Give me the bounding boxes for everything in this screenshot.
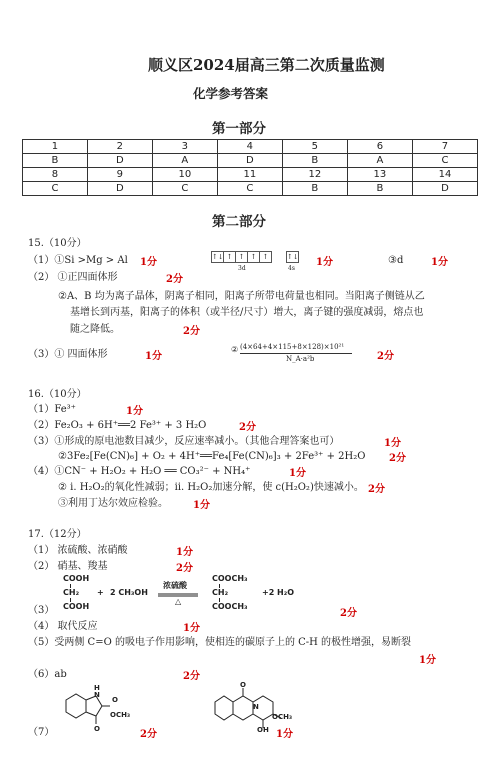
q16-4-answer-b: ② ⅰ. H₂O₂的氧化性减弱；ⅱ. H₂O₂加速分解，使 c(H₂O₂)快速减小。 — [58, 482, 364, 493]
table-cell: C — [152, 182, 217, 196]
table-cell: 5 — [282, 140, 347, 154]
table-cell: 3 — [152, 140, 217, 154]
orbital-box: ↑↓ — [287, 253, 299, 261]
orbital-box: ↑↓ — [212, 253, 224, 261]
structure-drawing-2 — [209, 684, 287, 734]
score-mark: 2分 — [239, 422, 256, 433]
table-cell: D — [217, 154, 282, 168]
table-cell: 7 — [412, 140, 477, 154]
score-mark: 2分 — [140, 729, 157, 740]
table-cell: D — [412, 182, 477, 196]
q17-5-answer: （5）受两侧 C=O 的吸电子作用影响，使相连的碳原子上的 C-H 的极性增强，易断裂 — [28, 637, 412, 648]
table-cell: 13 — [347, 168, 412, 182]
score-mark: 2分 — [176, 563, 193, 574]
reactant-cooh-top: COOH — [63, 574, 90, 583]
q17-6-answer: （6）ab — [28, 669, 67, 680]
score-mark: 1分 — [176, 547, 193, 558]
q17-3-label: （3） — [28, 605, 55, 616]
table-cell: 9 — [87, 168, 152, 182]
score-mark: 1分 — [183, 623, 200, 634]
reaction-condition: 浓硫酸 — [163, 581, 187, 590]
atom-label: O — [240, 681, 246, 689]
q16-4-answer-a: （4）①CN⁻ + H₂O₂ + H₂O ══ CO₃²⁻ + NH₄⁺ — [28, 466, 251, 477]
table-row — [23, 168, 478, 182]
score-mark: 1分 — [431, 257, 448, 268]
orbital-box: ↑ — [235, 251, 248, 263]
orbital-box: ↑ — [259, 251, 272, 263]
table-row — [23, 140, 478, 154]
q15-2-answer-b-line3: 随之降低。 — [70, 324, 120, 335]
score-mark: 1分 — [316, 257, 333, 268]
product-water: +2 H₂O — [262, 588, 295, 597]
q17-1-answer: （1） 浓硫酸、浓硝酸 — [28, 545, 128, 556]
q17-4-answer: （4） 取代反应 — [28, 621, 98, 632]
q16-1-answer: （1）Fe³⁺ — [28, 404, 76, 415]
score-mark: 1分 — [126, 406, 143, 417]
score-mark: 1分 — [276, 729, 293, 740]
q15-heading: 15.（10分） — [28, 238, 87, 249]
q17-2-answer: （2） 硝基、羧基 — [28, 561, 108, 572]
orbital-box: ↑ — [247, 251, 260, 263]
score-mark: 1分 — [289, 468, 306, 479]
q16-3-answer-a: （3）①形成的原电池数目减少，反应速率减小。（其他合理答案也可） — [28, 436, 340, 447]
product-ester-bottom: COOCH₃ — [212, 602, 248, 611]
score-mark: 2分 — [368, 484, 385, 495]
q17-7-label: （7） — [28, 727, 55, 738]
substituent-label: OH — [257, 726, 269, 734]
table-cell: 1 — [23, 140, 88, 154]
product-ch2: CH₂ — [212, 588, 229, 597]
score-mark: 1分 — [140, 257, 157, 268]
density-formula-numerator: (4×64+4×115+8×128)×10²¹ — [240, 343, 345, 351]
q15-2-answer-b-line1: ②A、B 均为离子晶体，阴离子相同，阳离子所带电荷量也相同。当阳离子侧链从乙 — [58, 291, 425, 302]
q15-1-answer-a: （1）①Si >Mg > Al — [28, 255, 128, 266]
table-row — [23, 154, 478, 168]
orbital-3d-label: 3d — [238, 265, 246, 272]
answer-table — [22, 139, 478, 196]
table-cell: A — [152, 154, 217, 168]
table-row — [23, 182, 478, 196]
page-title: 顺义区2024届高三第二次质量监测 — [148, 56, 385, 74]
bond-line — [70, 584, 71, 588]
score-mark: 2分 — [166, 274, 183, 285]
table-cell: 4 — [217, 140, 282, 154]
orbital-box: ↑ — [223, 251, 236, 263]
score-mark: 2分 — [183, 326, 200, 337]
q15-1-answer-c: ③d — [388, 255, 404, 266]
table-cell: B — [282, 182, 347, 196]
page-subtitle: 化学参考答案 — [193, 86, 269, 101]
table-cell: 14 — [412, 168, 477, 182]
part-one-heading: 第一部分 — [212, 121, 266, 137]
atom-label: O — [94, 725, 100, 733]
fraction-bar — [240, 353, 352, 354]
score-mark: 1分 — [384, 438, 401, 449]
reactant-cooh-bottom: COOH — [63, 602, 90, 611]
substituent-label: OCH₃ — [272, 713, 293, 721]
density-formula-denominator: N_A·a²b — [286, 355, 315, 363]
score-mark: 2分 — [183, 671, 200, 682]
table-cell: A — [347, 154, 412, 168]
bond-line — [219, 598, 220, 602]
table-cell: D — [87, 154, 152, 168]
orbital-4s-label: 4s — [288, 265, 295, 272]
table-cell: 2 — [87, 140, 152, 154]
part-two-heading: 第二部分 — [212, 214, 266, 230]
q17-heading: 17.（12分） — [28, 529, 87, 540]
q16-3-answer-b: ②3Fe₂[Fe(CN)₆] + O₂ + 4H⁺══Fe₄[Fe(CN)₆]₃ + 2Fe³⁺ + 2H₂O — [58, 451, 366, 462]
table-cell: 11 — [217, 168, 282, 182]
table-cell: B — [282, 154, 347, 168]
table-cell: 10 — [152, 168, 217, 182]
q16-heading: 16.（10分） — [28, 389, 87, 400]
table-cell: C — [412, 154, 477, 168]
bond-line — [70, 598, 71, 602]
orbital-4s-diagram — [286, 251, 298, 263]
table-cell: D — [87, 182, 152, 196]
q16-2-answer: （2）Fe₂O₃ + 6H⁺══2 Fe³⁺ + 3 H₂O — [28, 420, 207, 431]
score-mark: 2分 — [389, 453, 406, 464]
plus-sign: + — [97, 588, 104, 597]
score-mark: 1分 — [145, 351, 162, 362]
table-cell: C — [23, 182, 88, 196]
table-cell: 6 — [347, 140, 412, 154]
q15-3-answer-b-label: ② — [231, 345, 239, 354]
q15-2-answer-b-line2: 基增长到丙基，阳离子的体积（或半径/尺寸）增大，离子键的强度减弱，熔点也 — [70, 307, 424, 318]
q15-2-answer-a: （2） ①正四面体形 — [28, 272, 118, 283]
bond-line — [219, 584, 220, 588]
atom-label: N — [253, 703, 259, 711]
q15-3-answer-a: （3）① 四面体形 — [28, 349, 108, 360]
reactant-methanol: 2 CH₃OH — [110, 588, 148, 597]
heat-symbol: △ — [175, 597, 182, 606]
table-cell: B — [347, 182, 412, 196]
table-cell: C — [217, 182, 282, 196]
product-ester-top: COOCH₃ — [212, 574, 248, 583]
atom-label: N — [94, 691, 100, 699]
score-mark: 1分 — [193, 500, 210, 511]
table-cell: 12 — [282, 168, 347, 182]
orbital-3d-diagram — [211, 251, 271, 263]
score-mark: 2分 — [340, 608, 357, 619]
table-cell: B — [23, 154, 88, 168]
q16-4-answer-c: ③利用丁达尔效应检验。 — [58, 498, 168, 509]
atom-label: O — [112, 696, 118, 704]
substituent-label: OCH₃ — [110, 711, 131, 719]
score-mark: 2分 — [377, 351, 394, 362]
atom-label: H — [94, 684, 100, 692]
score-mark: 1分 — [419, 655, 436, 666]
reactant-ch2: CH₂ — [63, 588, 80, 597]
table-cell: 8 — [23, 168, 88, 182]
